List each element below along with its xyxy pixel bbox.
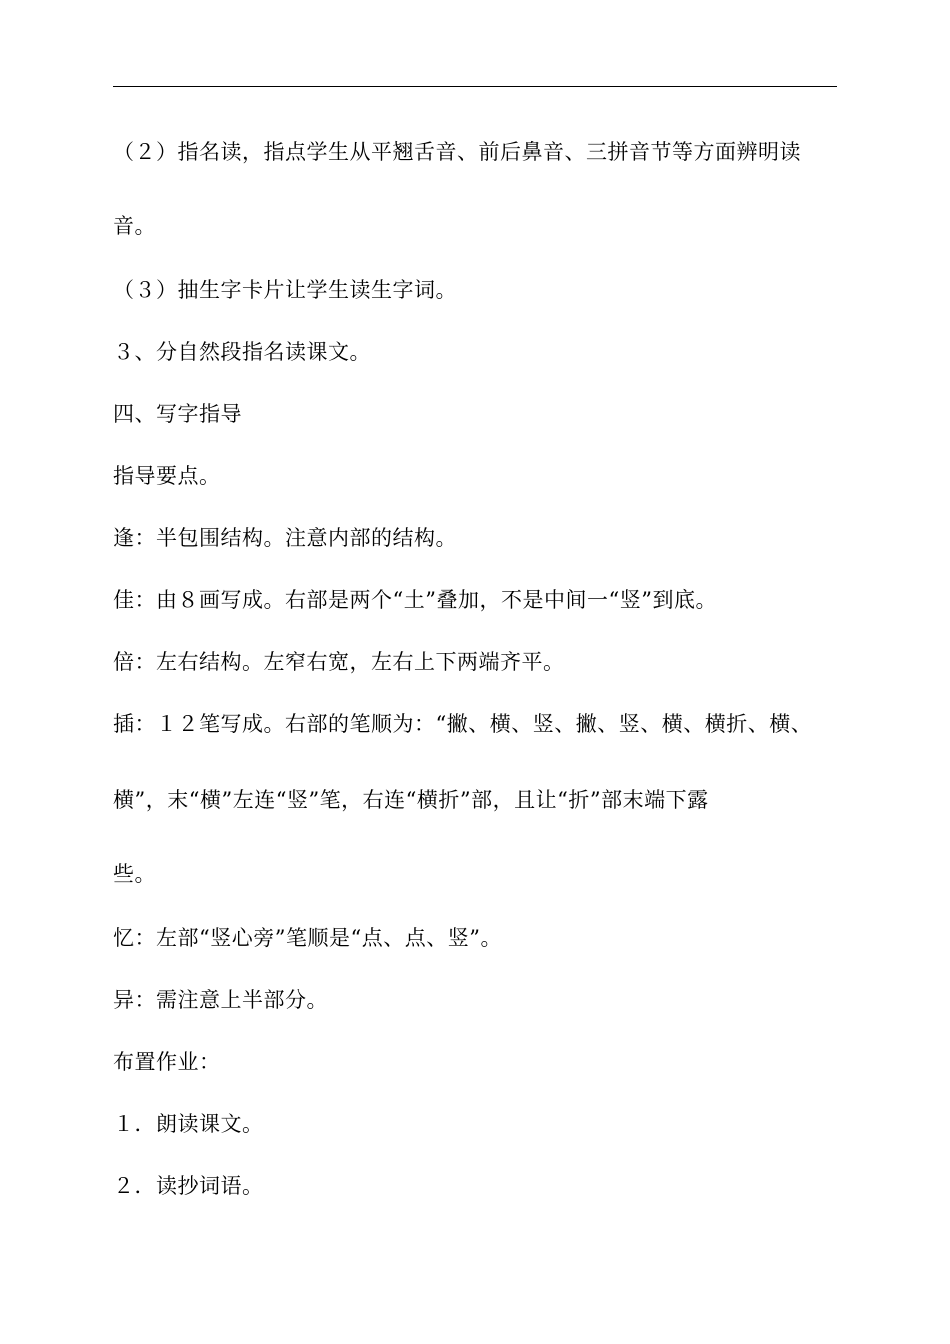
text-line-flash-cards: （３）抽生字卡片让学生读生字词。: [113, 278, 457, 302]
header-rule: [113, 86, 837, 87]
text-line-char-jia: 佳：由８画写成。右部是两个“土”叠加，不是中间一“竖”到底。: [113, 588, 717, 612]
homework-item-2: ２．读抄词语。: [113, 1174, 264, 1198]
text-line-char-cha-end: 些。: [113, 862, 156, 886]
section-heading-homework: 布置作业：: [113, 1050, 221, 1074]
text-line-char-cha-cont: 横”，末“横”左连“竖”笔，右连“横折”部，且让“折”部末端下露: [113, 788, 709, 812]
text-line-char-bei: 倍：左右结构。左窄右宽，左右上下两端齐平。: [113, 650, 565, 674]
text-line-pronunciation-check-cont: 音。: [113, 214, 156, 238]
text-line-key-points: 指导要点。: [113, 464, 221, 488]
section-heading-writing: 四、写字指导: [113, 402, 242, 426]
text-line-char-feng: 逢：半包围结构。注意内部的结构。: [113, 526, 457, 550]
homework-item-1: １．朗读课文。: [113, 1112, 264, 1136]
text-line-pronunciation-check: （２）指名读，指点学生从平翘舌音、前后鼻音、三拼音节等方面辨明读: [113, 140, 801, 164]
text-line-char-cha: 插：１２笔写成。右部的笔顺为：“撇、横、竖、撇、竖、横、横折、横、: [113, 712, 813, 736]
text-line-read-paragraphs: ３、分自然段指名读课文。: [113, 340, 371, 364]
text-line-char-yi-memory: 忆：左部“竖心旁”笔顺是“点、点、竖”。: [113, 926, 502, 950]
text-line-char-yi-different: 异：需注意上半部分。: [113, 988, 328, 1012]
